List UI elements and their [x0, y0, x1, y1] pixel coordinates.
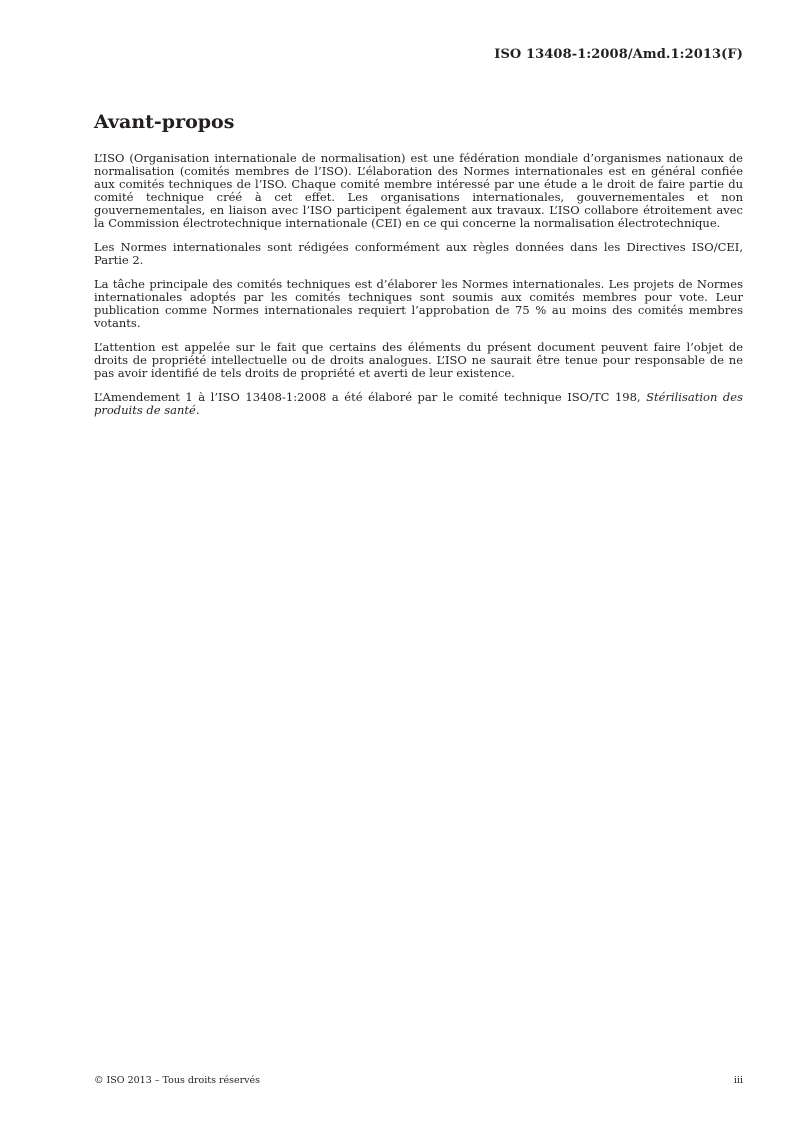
copyright-notice: © ISO 2013 – Tous droits réservés [94, 1075, 261, 1086]
foreword-body [94, 152, 743, 428]
page-number: iii [733, 1075, 743, 1086]
paragraph-directives: Les Normes internationales sont rédigées conformément aux règles données dans les Directives ISO/CEI, Partie 2. [94, 240, 743, 267]
amendment-end: . [195, 403, 200, 417]
paragraph-amendment [94, 391, 743, 417]
paragraph-iso-organisation: L’ISO (Organisation internationale de normalisation) est une fédération mondiale d’organismes nationaux de normalisation (comités membres de l’ISO). L’élaboration des Normes internationales est en général confiée aux comités techniques de l’ISO. Chaque comité membre intéressé par une étude a le droit de faire partie du comité technique créé à cet effet. Les organisations internationales, gouvernementales et non gouvernementales, en liaison avec l’ISO participent également aux travaux. L’ISO collabore étroitement avec la Commission électrotechnique internationale (CEI) en ce qui concerne la normalisation électrotechnique. [94, 151, 743, 230]
paragraph-patent-rights: L’attention est appelée sur le fait que certains des éléments du présent document peuvent faire l’objet de droits de propriété intellectuelle ou de droits analogues. L’ISO ne saurait être tenue pour responsable de ne pas avoir identifié de tels droits de propriété et averti de leur existence. [94, 340, 743, 380]
committee-title: Stérilisation des produits de santé [94, 390, 743, 417]
paragraph-technical-committees: La tâche principale des comités techniques est d’élaborer les Normes internationales. Les projets de Normes internationales adoptés par les comités techniques sont soumis aux comités membres pour vote. Leur publication comme Normes internationales requiert l’approbation de 75 % au moins des comités membres votants. [94, 277, 743, 330]
document-reference: ISO 13408-1:2008/Amd.1:2013(F) [494, 47, 743, 62]
page-title: Avant-propos [94, 111, 235, 133]
amendment-text: L’Amendement 1 à l’ISO 13408-1:2008 a été élaboré par le comité technique ISO/TC 198, [94, 390, 647, 404]
